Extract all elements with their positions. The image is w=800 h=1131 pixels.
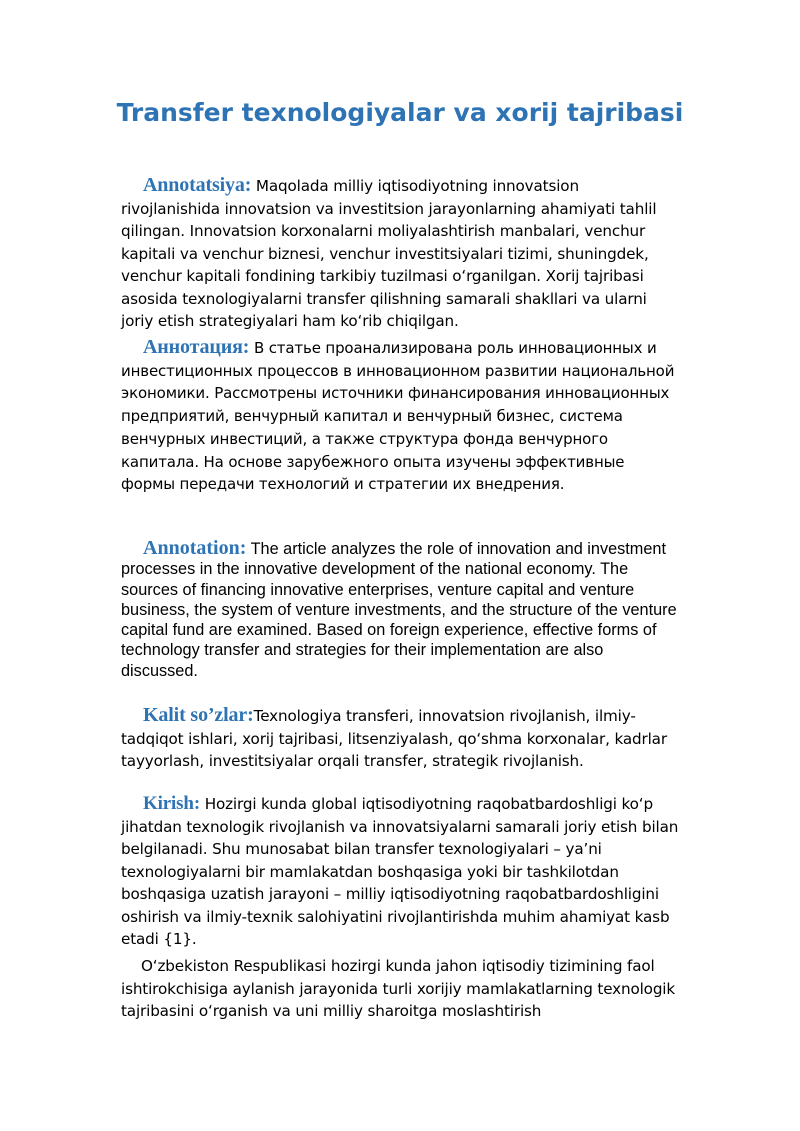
keywords-paragraph [121, 704, 681, 773]
page-title: Transfer texnologiyalar va xorij tajribasi [116, 98, 684, 127]
annotation-label: Annotation: [143, 537, 247, 559]
kirish-label: Kirish: [143, 793, 201, 814]
annotaciya-label: Аннотация: [143, 336, 250, 358]
annotatsiya-text: Maqolada milliy iqtisodiyotning innovatsion rivojlanishida innovatsion va investitsion jarayonlarning ahamiyati tahlil qilingan. Innovatsion korxonalarni moliyalashtirish manbalari, venchur kapitali va venchur biznesi, venchur investitsiyalari tizimi, shuningdek, venchur kapitali fondining tarkibiy tuzilmasi oʻrganilgan. Xorij tajribasi asosida texnologiyalarni transfer qilishning samarali shakllari va ularni joriy etish strategiyalari ham koʻrib chiqilgan. [121, 177, 657, 330]
annotatsiya-label: Annotatsiya: [143, 174, 252, 196]
annotaciya-paragraph [121, 336, 681, 496]
annotatsiya-paragraph [121, 174, 681, 333]
keywords-label: Kalit so’zlar: [143, 704, 254, 726]
body-paragraph: Oʻzbekiston Respublikasi hozirgi kunda jahon iqtisodiy tizimining faol ishtirokchisiga aylanish jarayonida turli xorijiy mamlakatlarning texnologik tajribasini oʻrganish va uni milliy sharoitga moslashtirish [121, 957, 676, 1020]
keywords-text: Texnologiya transferi, innovatsion rivojlanish, ilmiy-tadqiqot ishlari, xorij tajribasi, litsenziyalash, qoʻshma korxonalar, kadrlar tayyorlash, investitsiyalar orqali transfer, strategik rivojlanish. [121, 707, 667, 770]
annotation-paragraph [121, 538, 681, 681]
kirish-text: Hozirgi kunda global iqtisodiyotning raqobatbardoshligi koʻp jihatdan texnologik rivojlanish va innovatsiyalarni samarali joriy etish bilan belgilanadi. Shu munosabat bilan transfer texnologiyalari – ya’ni texnologiyalarni bir mamlakatdan boshqasiga yoki bir tashkilotdan boshqasiga uzatish jarayoni – milliy iqtisodiyotning raqobatbardoshligini oshirish va ilmiy-texnik salohiyatini rivojlantirishda muhim ahamiyat kasb etadi {1}. [121, 795, 679, 948]
annotaciya-text: В статье проанализирована роль инновационных и инвестиционных процессов в инновационном развитии национальной экономики. Рассмотрены источники финансирования инновационных предприятий, венчурный капитал и венчурный бизнес, система венчурных инвестиций, а также структура фонда венчурного капитала. На основе зарубежного опыта изучены эффективные формы передачи технологий и стратегии их внедрения. [121, 339, 675, 494]
annotation-text: The article analyzes the role of innovation and investment processes in the innovative development of the national economy. The sources of financing innovative enterprises, venture capital and venture business, the system of venture investments, and the structure of the venture capital fund are examined. Based on foreign experience, effective forms of technology transfer and strategies for their implementation are also discussed. [121, 540, 677, 680]
kirish-paragraph [121, 793, 681, 951]
